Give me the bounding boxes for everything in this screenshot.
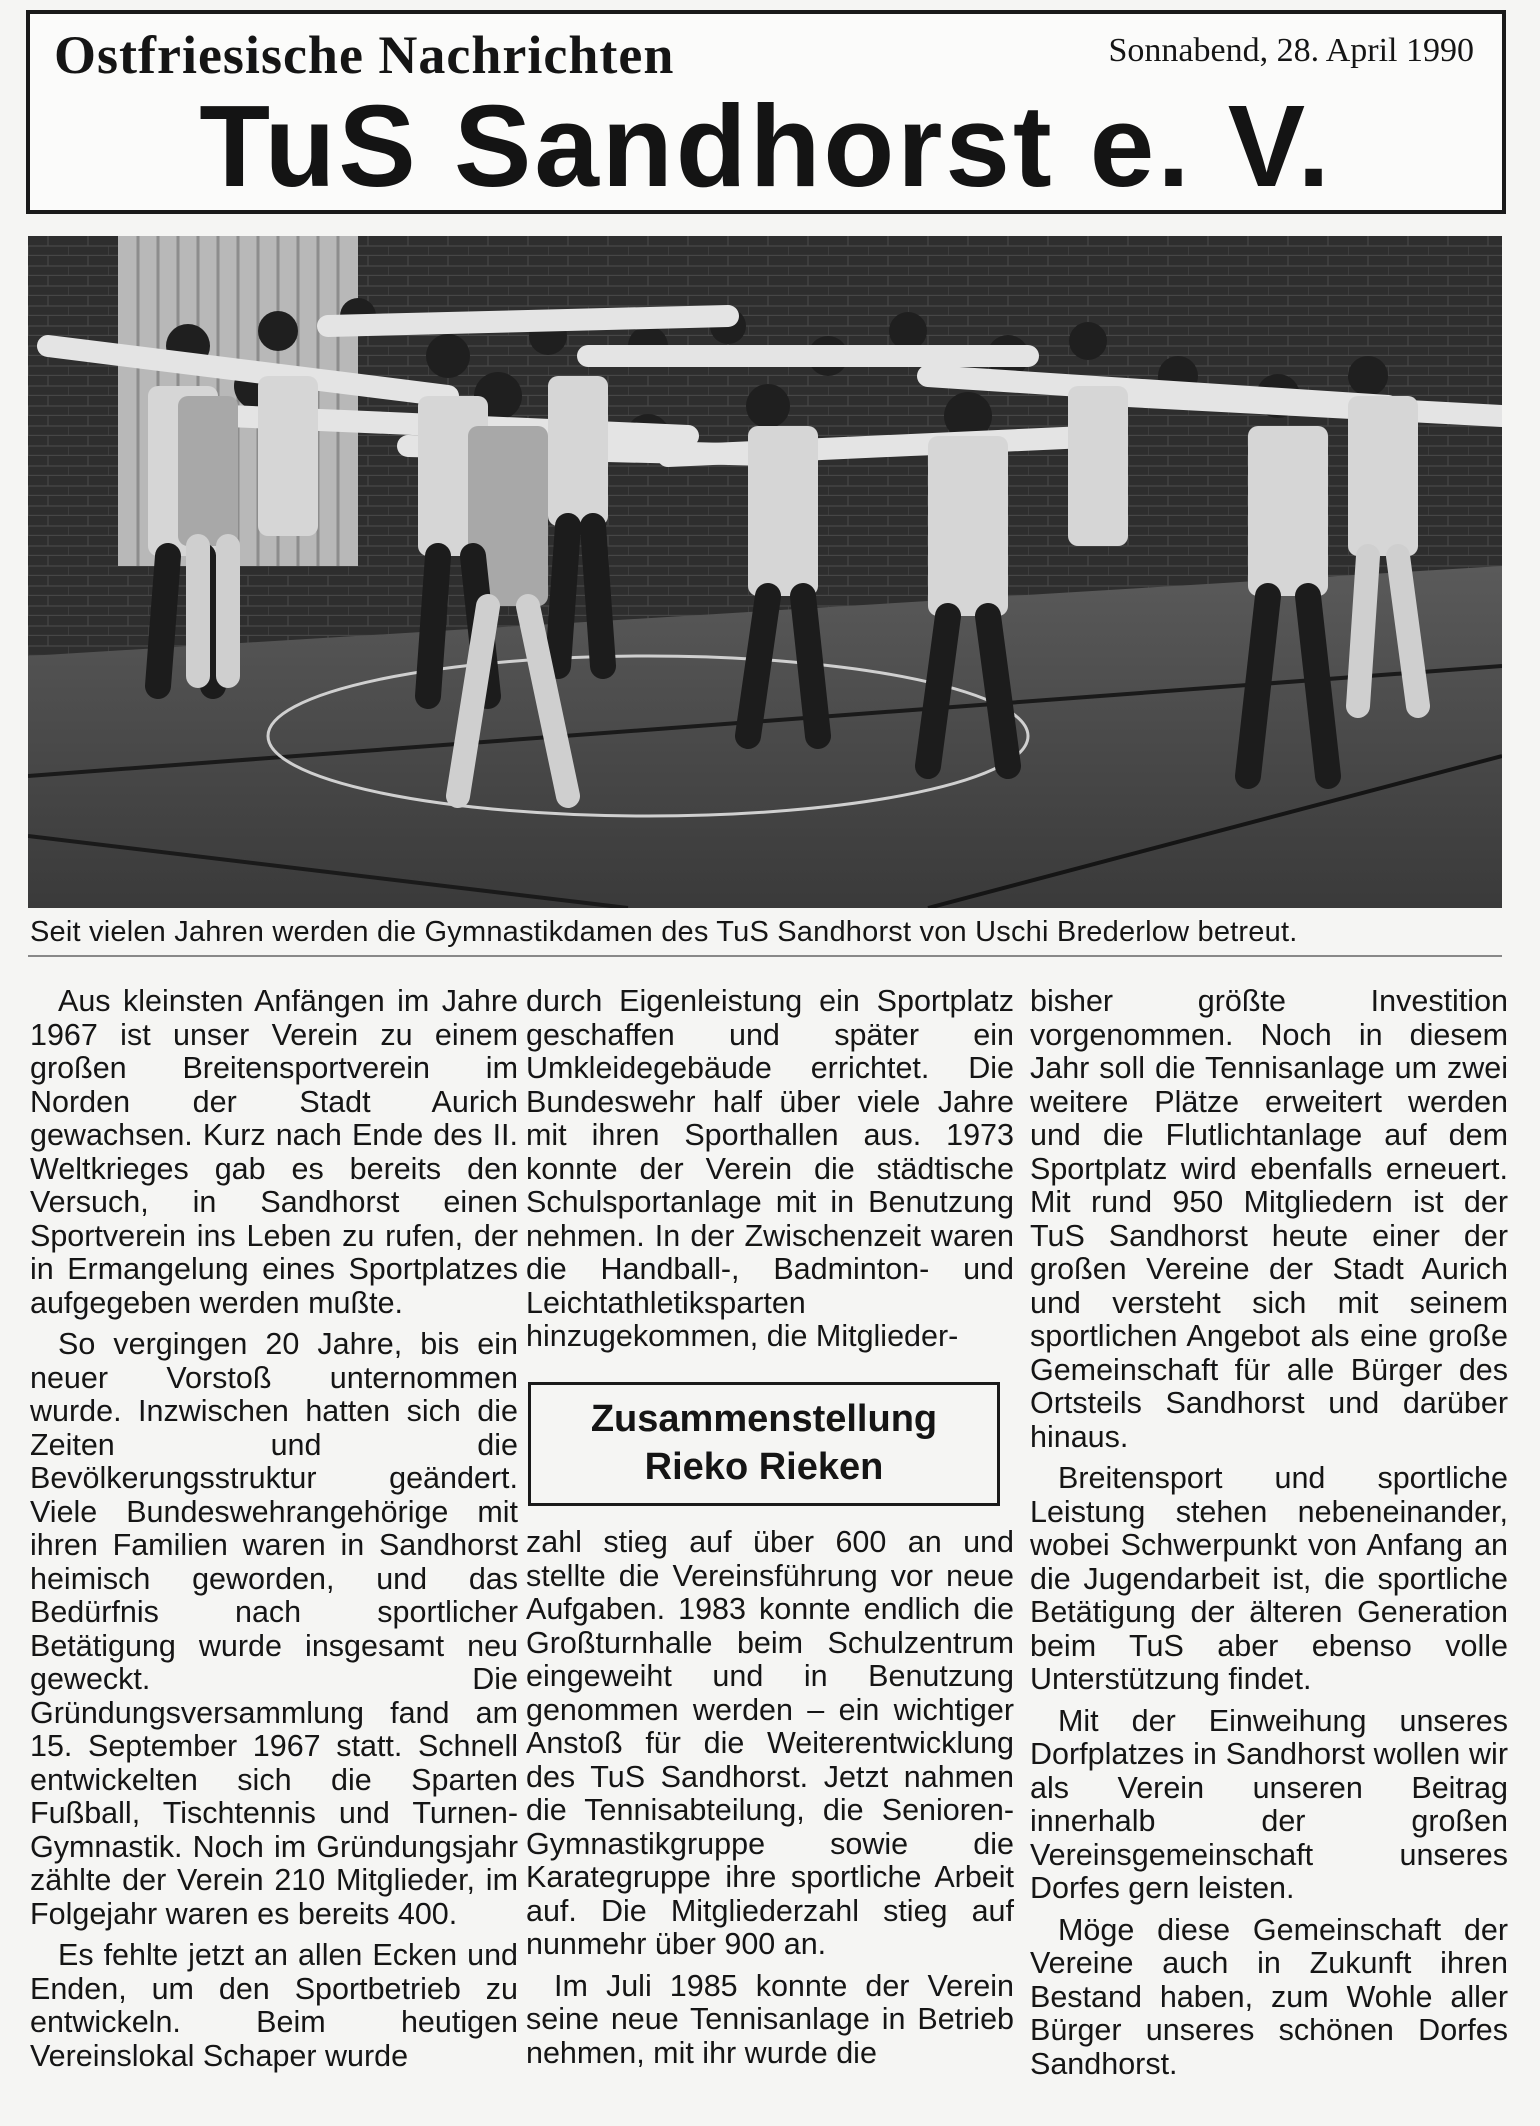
article-column-2-bottom — [526, 1526, 1014, 2078]
gymnastics-photo — [28, 236, 1502, 908]
issue-date: Sonnabend, 28. April 1990 — [1108, 32, 1474, 69]
article-column-2-top — [526, 985, 1014, 1362]
paragraph: Möge diese Gemeinschaft der Vereine auch in Zukunft ihren Bestand haben, zum Wohle aller Bürger unseres schönen Dorfes Sandhorst. — [1030, 1912, 1508, 2081]
author-box-line-2: Rieko Rieken — [644, 1446, 884, 1488]
club-title: TuS Sandhorst e. V. — [199, 81, 1333, 211]
gymnastics-photo-illustration — [28, 236, 1502, 908]
divider — [28, 955, 1502, 957]
article-column-3 — [1030, 985, 1508, 2089]
masthead — [26, 10, 1506, 214]
paragraph: durch Eigenleistung ein Sportplatz geschaffen und später ein Umkleidegebäude errichtet. Die Bundeswehr half über viele Jahre mit ihren Sporthallen aus. 1973 konnte der Verein die städtische Schulsportanlage mit in Benutzung nehmen. In der Zwischenzeit waren die Handball-, Badminton- und Leichtathletiksparten hinzugekommen, die Mitglieder- — [526, 984, 1014, 1353]
paragraph: Im Juli 1985 konnte der Verein seine neue Tennisanlage in Betrieb nehmen, mit ihr wurde die — [526, 1968, 1014, 2070]
newspaper-name: Ostfriesische Nachrichten — [54, 25, 675, 85]
paragraph: Aus kleinsten Anfängen im Jahre 1967 ist unser Verein zu einem großen Breitensportverein im Norden der Stadt Aurich gewachsen. Kurz nach Ende des II. Weltkrieges gab es bereits den Versuch, in Sandhorst einen Sportverein ins Leben zu rufen, der in Ermangelung eines Sportplatzes aufgegeben werden mußte. — [30, 984, 518, 1320]
author-box — [528, 1382, 1000, 1506]
paragraph: So vergingen 20 Jahre, bis ein neuer Vorstoß unternommen wurde. Inzwischen hatten sich die Zeiten und die Bevölkerungsstruktur geändert. Viele Bundeswehrangehörige mit ihren Familien waren in Sandhorst heimisch geworden, und das Bedürfnis nach sportlicher Betätigung wurde insgesamt neu geweckt. Die Gründungsversammlung fand am 15. September 1967 statt. Schnell entwickelten sich die Sparten Fußball, Tischtennis und Turnen-Gymnastik. Noch im Gründungsjahr zählte der Verein 210 Mitglieder, im Folgejahr waren es bereits 400. — [30, 1327, 518, 1931]
paragraph: Breitensport und sportliche Leistung stehen nebeneinander, wobei Schwerpunkt von Anfang an die Jugendarbeit ist, die sportliche Betätigung der älteren Generation beim TuS aber ebenso volle Unterstützung findet. — [1030, 1461, 1508, 1696]
paragraph: bisher größte Investition vorgenommen. Noch in diesem Jahr soll die Tennisanlage um zwei weitere Plätze erweitert werden und die Flutlichtanlage auf dem Sportplatz wird ebenfalls erneuert. Mit rund 950 Mitgliedern ist der TuS Sandhorst heute einer der großen Vereine der Stadt Aurich und versteht sich mit seinem sportlichen Angebot als eine große Gemeinschaft für alle Bürger des Ortsteils Sandhorst und darüber hinaus. — [1030, 984, 1508, 1454]
article-column-1 — [30, 985, 518, 2081]
photo-caption: Seit vielen Jahren werden die Gymnastikdamen des TuS Sandhorst von Uschi Brederlow betreut. — [30, 916, 1298, 948]
paragraph: Mit der Einweihung unseres Dorfplatzes in Sandhorst wollen wir als Verein unseren Beitrag innerhalb der großen Vereinsgemeinschaft unseres Dorfes gern leisten. — [1030, 1703, 1508, 1905]
paragraph: Es fehlte jetzt an allen Ecken und Enden, um den Sportbetrieb zu entwickeln. Beim heutigen Vereinslokal Schaper wurde — [30, 1938, 518, 2073]
paragraph: zahl stieg auf über 600 an und stellte die Vereinsführung vor neue Aufgaben. 1983 konnte endlich die Großturnhalle beim Schulzentrum eingeweiht und in Benutzung genommen werden – ein wichtiger Anstoß für die Weiterentwicklung des TuS Sandhorst. Jetzt nahmen die Tennisabteilung, die Senioren-Gymnastikgruppe sowie die Karategruppe ihre sportliche Arbeit auf. Die Mitgliederzahl stieg auf nunmehr über 900 an. — [526, 1525, 1014, 1961]
author-box-line-1: Zusammenstellung — [590, 1398, 938, 1440]
